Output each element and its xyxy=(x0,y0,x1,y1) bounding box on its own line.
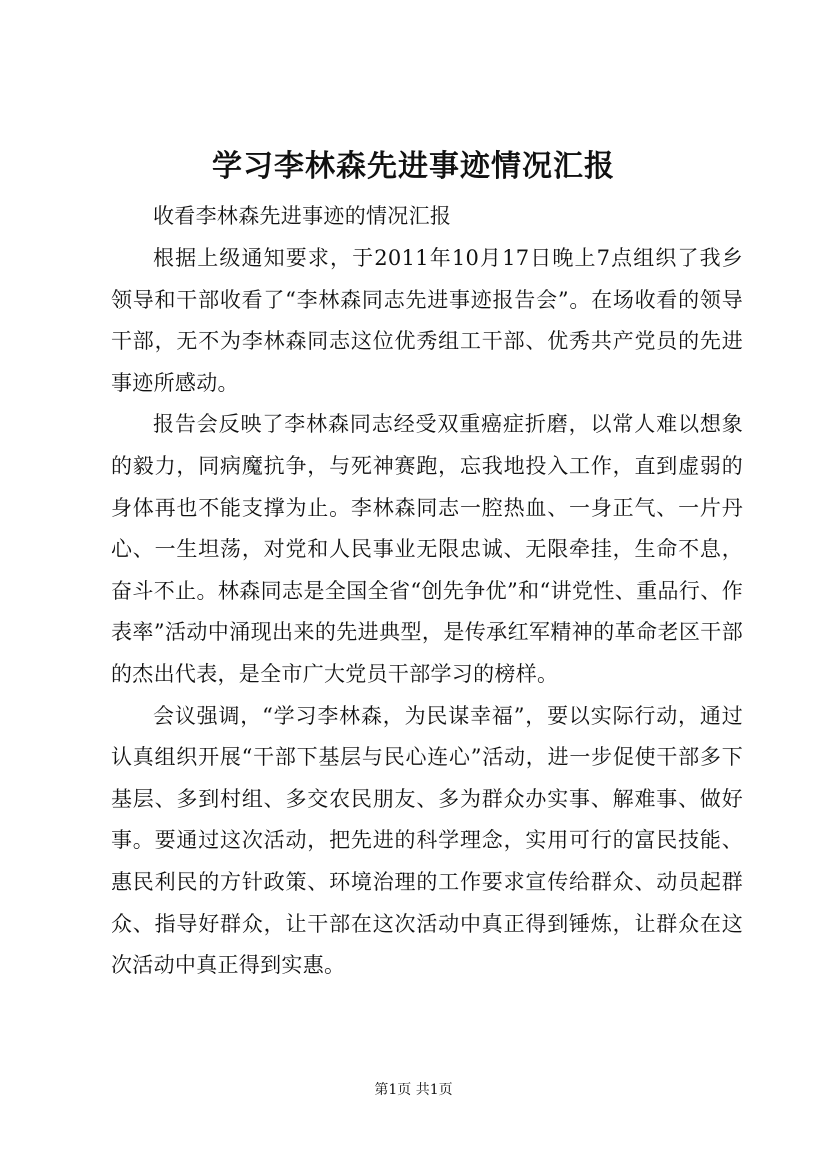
document-subtitle: 收看李林森先进事迹的情况汇报 xyxy=(153,204,452,228)
paragraph-1: 根据上级通知要求，于2011年10月17日晚上7点组织了我乡领导和干部收看了“李林森同志先进事迹报告会”。在场收看的领导干部，无不为李林森同志这位优秀组工干部、优秀共产党员的先进事迹所感动。 xyxy=(111,246,743,395)
document-title: 学习李林森先进事迹情况汇报 xyxy=(212,149,615,184)
document-body xyxy=(111,198,743,987)
page-footer: 第1页 共1页 xyxy=(374,1082,453,1098)
paragraph-2: 报告会反映了李林森同志经受双重癌症折磨，以常人难以想象的毅力，同病魔抗争，与死神赛跑，忘我地投入工作，直到虚弱的身体再也不能支撑为止。李林森同志一腔热血、一身正气、一片丹心、一生坦荡，对党和人民事业无限忠诚、无限牵挂，生命不息，奋斗不止。林森同志是全国全省“创先争优”和“讲党性、重品行、作表率”活动中涌现出来的先进典型，是传承红军精神的革命老区干部的杰出代表，是全市广大党员干部学习的榜样。 xyxy=(111,412,743,686)
paragraph-3: 会议强调，“学习李林森，为民谋幸福”，要以实际行动，通过认真组织开展“干部下基层与民心连心”活动，进一步促使干部多下基层、多到村组、多交农民朋友、多为群众办实事、解难事、做好事。要通过这次活动，把先进的科学理念，实用可行的富民技能、惠民利民的方针政策、环境治理的工作要求宣传给群众、动员起群众、指导好群众，让干部在这次活动中真正得到锤炼，让群众在这次活动中真正得到实惠。 xyxy=(111,703,743,978)
